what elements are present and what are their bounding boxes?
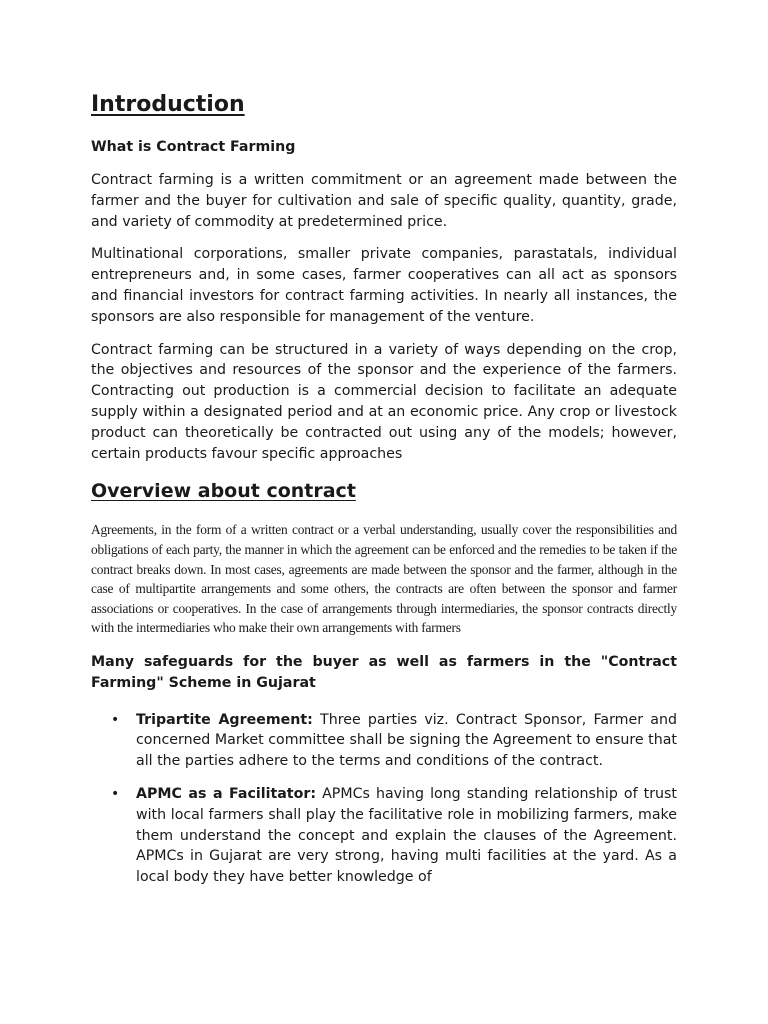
safeguards-list [91, 710, 677, 888]
document-page [91, 88, 677, 900]
list-item [91, 710, 677, 772]
introduction-heading: Introduction [91, 92, 245, 117]
overview-paragraph: Agreements, in the form of a written contract or a verbal understanding, usually cover the responsibilities and obligations of each party, the manner in which the agreement can be enforced and the remedies to be taken if the contract breaks down. In most cases, agreements are made between the sponsor and the farmer, although in the case of multipartite arrangements and some others, the contracts are often between the sponsor and farmer associations or cooperatives. In the case of arrangements through intermediaries, the sponsor contracts directly with the intermediaries who make their own arrangements with farmers [91, 522, 677, 636]
list-item-text: APMCs having long standing relationship of trust with local farmers shall play the facilitative role in mobilizing farmers, make them understand the concept and explain the clauses of the Agreement. APMCs in Gujarat are very strong, having multi facilities at the yard. As a local body they have better knowledge of [136, 785, 677, 886]
intro-paragraph-2: Multinational corporations, smaller private companies, parastatals, individual entrepreneurs and, in some cases, farmer cooperatives can all act as sponsors and financial investors for contract farming activities. In nearly all instances, the sponsors are also responsible for management of the venture. [91, 246, 677, 325]
list-item-title: APMC as a Facilitator: [136, 785, 317, 802]
intro-paragraph-3: Contract farming can be structured in a variety of ways depending on the crop, the objectives and resources of the sponsor and the experience of the farmers. Contracting out production is a commercial decision to facilitate an adequate supply within a designated period and at an economic price. Any crop or livestock product can theoretically be contracted out using any of the models; however, certain products favour specific approaches [91, 341, 677, 462]
intro-paragraph-1: Contract farming is a written commitment or an agreement made between the farmer and the buyer for cultivation and sale of specific quality, quantity, grade, and variety of commodity at predetermined price. [91, 172, 677, 230]
list-item-text: Three parties viz. Contract Sponsor, Farmer and concerned Market committee shall be signing the Agreement to ensure that all the parties adhere to the terms and conditions of the contract. [136, 711, 677, 770]
list-item-title: Tripartite Agreement: [136, 711, 313, 728]
bullet-icon: • [111, 711, 120, 728]
safeguards-heading: Many safeguards for the buyer as well as farmers in the "Contract Farming" Scheme in Gujarat [91, 653, 677, 691]
overview-heading: Overview about contract [91, 480, 356, 503]
contract-farming-subheading: What is Contract Farming [91, 139, 296, 155]
list-item [91, 784, 677, 888]
bullet-icon: • [111, 785, 120, 802]
